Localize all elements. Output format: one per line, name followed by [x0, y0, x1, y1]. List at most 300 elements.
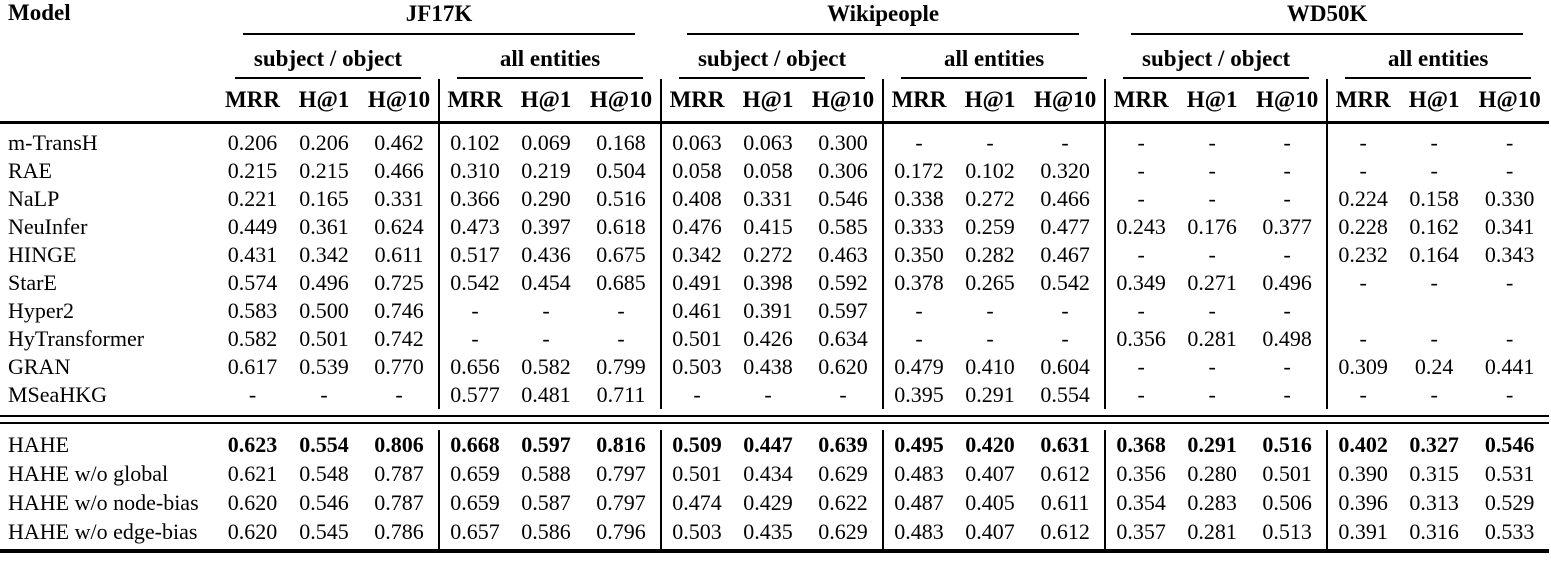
- value-cell: 0.265: [965, 270, 1015, 295]
- subgroup-header: [883, 35, 1105, 79]
- value-cell: -: [1208, 298, 1216, 323]
- dataset-header-wikipeople: [661, 0, 1105, 35]
- value-cell: 0.582: [521, 354, 571, 379]
- value-cell: 0.431: [227, 242, 278, 267]
- subgroup-header: [1105, 35, 1327, 79]
- value-cell: -: [883, 297, 954, 325]
- value-cell: 0.343: [1484, 242, 1535, 267]
- value-cell: -: [1061, 298, 1069, 323]
- table-row: [0, 488, 1549, 517]
- value-cell: 0.164: [1409, 242, 1459, 267]
- value-cell: 0.612: [1040, 461, 1090, 486]
- value-cell: 0.300: [818, 130, 868, 155]
- value-cell: 0.787: [374, 490, 424, 515]
- value-cell: 0.629: [818, 461, 868, 486]
- value-cell: 0.621: [227, 461, 278, 486]
- value-cell: -: [1430, 130, 1438, 155]
- value-cell: 0.366: [439, 185, 510, 213]
- table-row: [0, 325, 1549, 353]
- value-cell: 0.378: [883, 269, 954, 297]
- value-cell: -: [1283, 298, 1291, 323]
- value-cell: 0.449: [227, 214, 278, 239]
- model-name: Hyper2: [8, 298, 74, 323]
- subgroup-label: all entities: [457, 36, 643, 79]
- dataset-name: Wikipeople: [687, 0, 1079, 35]
- subgroup-header: [217, 35, 439, 79]
- value-cell: 0.102: [965, 158, 1015, 183]
- value-cell: 0.513: [1248, 517, 1327, 551]
- value-cell: 0.529: [1484, 490, 1535, 515]
- value-cell: 0.272: [743, 242, 793, 267]
- value-cell: 0.349: [1105, 269, 1176, 297]
- value-cell: 0.368: [1105, 430, 1176, 459]
- value-cell: 0.592: [818, 270, 868, 295]
- value-cell: -: [1105, 123, 1176, 158]
- value-cell: 0.548: [299, 461, 349, 486]
- model-name: HyTransformer: [8, 326, 145, 351]
- value-cell: 0.585: [818, 214, 868, 239]
- value-cell: 0.407: [954, 517, 1026, 551]
- value-cell: 0.462: [374, 130, 424, 155]
- value-cell: 0.496: [299, 270, 349, 295]
- model-name: HAHE w/o global: [8, 461, 169, 486]
- subgroup-label: subject / object: [235, 36, 421, 79]
- value-cell: 0.629: [804, 517, 883, 551]
- value-cell: -: [1505, 130, 1514, 155]
- value-cell: 0.331: [374, 186, 424, 211]
- value-cell: 0.597: [521, 432, 571, 457]
- value-cell: 0.796: [582, 517, 661, 551]
- divider-gap: [0, 409, 1549, 416]
- value-cell: 0.168: [596, 130, 646, 155]
- table-row: [0, 353, 1549, 381]
- value-cell: -: [1430, 326, 1438, 351]
- value-cell: 0.316: [1398, 517, 1470, 551]
- value-cell: 0.657: [439, 517, 510, 551]
- value-cell: 0.491: [661, 269, 732, 297]
- value-cell: 0.639: [818, 432, 868, 457]
- value-cell: -: [883, 123, 954, 158]
- value-cell: 0.503: [661, 517, 732, 551]
- divider-gap: [0, 423, 1549, 430]
- value-cell: -: [248, 382, 257, 407]
- value-cell: 0.659: [439, 488, 510, 517]
- value-cell: 0.391: [1327, 517, 1398, 551]
- value-cell: 0.618: [596, 214, 646, 239]
- value-cell: -: [1505, 326, 1514, 351]
- table-header: [0, 0, 1549, 123]
- subgroup-header: [661, 35, 883, 79]
- value-cell: -: [1327, 157, 1398, 185]
- value-cell: 0.172: [883, 157, 954, 185]
- value-cell: 0.342: [661, 241, 732, 269]
- value-cell: 0.434: [743, 461, 793, 486]
- dataset-header-jf17k: [217, 0, 661, 35]
- value-cell: -: [1430, 382, 1438, 407]
- value-cell: 0.597: [818, 298, 868, 323]
- value-cell: 0.408: [661, 185, 732, 213]
- value-cell: 0.500: [299, 298, 349, 323]
- metric-header: H@10: [360, 79, 439, 123]
- value-cell: 0.272: [965, 186, 1015, 211]
- metric-header: H@10: [1248, 79, 1327, 123]
- value-cell: 0.063: [661, 123, 732, 158]
- value-cell: 0.483: [883, 517, 954, 551]
- value-cell: -: [1327, 123, 1398, 158]
- value-cell: 0.215: [227, 158, 278, 183]
- value-cell: -: [1105, 185, 1176, 213]
- value-cell: -: [1283, 158, 1291, 183]
- value-cell: -: [1283, 354, 1291, 379]
- value-cell: 0.361: [299, 214, 349, 239]
- value-cell: 0.206: [299, 130, 349, 155]
- value-cell: 0.391: [743, 298, 793, 323]
- value-cell: 0.243: [1105, 213, 1176, 241]
- value-cell: -: [661, 381, 732, 409]
- value-cell: 0.058: [661, 157, 732, 185]
- value-cell: 0.586: [510, 517, 582, 551]
- value-cell: 0.309: [1327, 353, 1398, 381]
- value-cell: 0.685: [596, 270, 646, 295]
- value-cell: 0.554: [1040, 382, 1090, 407]
- value-cell: -: [1105, 157, 1176, 185]
- subgroup-label: all entities: [1345, 36, 1531, 79]
- value-cell: 0.711: [596, 382, 646, 407]
- value-cell: 0.481: [521, 382, 571, 407]
- value-cell: 0.281: [1187, 326, 1237, 351]
- value-cell: 0.283: [1187, 490, 1237, 515]
- value-cell: -: [395, 382, 403, 407]
- value-cell: -: [542, 326, 550, 351]
- metric-header-row: [0, 79, 1549, 123]
- value-cell: 0.420: [965, 432, 1015, 457]
- value-cell: 0.176: [1187, 214, 1237, 239]
- value-cell: 0.259: [965, 214, 1015, 239]
- value-cell: -: [1061, 130, 1069, 155]
- value-cell: 0.313: [1409, 490, 1459, 515]
- model-name: NaLP: [8, 186, 60, 211]
- value-cell: 0.501: [1262, 461, 1312, 486]
- value-cell: 0.554: [299, 432, 349, 457]
- value-cell: 0.622: [818, 490, 868, 515]
- value-cell: 0.410: [965, 354, 1015, 379]
- value-cell: 0.611: [374, 242, 424, 267]
- value-cell: 0.291: [965, 382, 1015, 407]
- table-row: [0, 241, 1549, 269]
- value-cell: 0.501: [661, 325, 732, 353]
- value-cell: 0.165: [299, 186, 349, 211]
- value-cell: -: [1283, 186, 1291, 211]
- value-cell: 0.574: [227, 270, 278, 295]
- value-cell: 0.206: [227, 130, 278, 155]
- value-cell: 0.617: [227, 354, 278, 379]
- dataset-name: WD50K: [1131, 0, 1523, 35]
- value-cell: 0.341: [1484, 214, 1535, 239]
- value-cell: -: [1505, 382, 1514, 407]
- value-cell: -: [986, 298, 994, 323]
- value-cell: -: [439, 325, 510, 353]
- value-cell: 0.546: [299, 490, 349, 515]
- model-name: m-TransH: [8, 130, 98, 155]
- value-cell: -: [1327, 269, 1398, 297]
- value-cell: 0.435: [732, 517, 804, 551]
- value-cell: -: [986, 326, 994, 351]
- value-cell: 0.315: [1409, 461, 1459, 486]
- value-cell: 0.477: [1040, 214, 1090, 239]
- value-cell: -: [1208, 354, 1216, 379]
- value-cell: 0.342: [299, 242, 349, 267]
- double-rule: [0, 416, 1549, 423]
- subgroup-label: subject / object: [1123, 36, 1309, 79]
- value-cell: 0.799: [596, 354, 646, 379]
- value-cell: 0.531: [1484, 461, 1535, 486]
- value-cell: 0.611: [1040, 490, 1090, 515]
- value-cell: 0.533: [1470, 517, 1549, 551]
- value-cell: 0.320: [1040, 158, 1090, 183]
- metric-header: H@1: [288, 79, 360, 123]
- value-cell: 0.402: [1327, 430, 1398, 459]
- value-cell: -: [1283, 242, 1291, 267]
- value-cell: 0.539: [299, 354, 349, 379]
- value-cell: 0.620: [227, 490, 278, 515]
- value-cell: 0.463: [818, 242, 868, 267]
- value-cell: 0.221: [227, 186, 278, 211]
- model-name: GRAN: [8, 354, 71, 379]
- value-cell: -: [1105, 297, 1176, 325]
- value-cell: -: [764, 382, 772, 407]
- value-cell: 0.338: [883, 185, 954, 213]
- value-cell: 0.271: [1187, 270, 1237, 295]
- value-cell: 0.377: [1262, 214, 1312, 239]
- metric-header: H@1: [1176, 79, 1248, 123]
- value-cell: 0.436: [521, 242, 571, 267]
- value-cell: 0.634: [818, 326, 868, 351]
- value-cell: 0.587: [521, 490, 571, 515]
- table-row: [0, 297, 1549, 325]
- value-cell: 0.330: [1484, 186, 1535, 211]
- metric-header: H@10: [1470, 79, 1549, 123]
- metric-header: H@1: [732, 79, 804, 123]
- value-cell: 0.310: [439, 157, 510, 185]
- value-cell: 0.102: [439, 123, 510, 158]
- value-cell: 0.280: [1187, 461, 1237, 486]
- value-cell: 0.495: [883, 430, 954, 459]
- subgroup-header: [1327, 35, 1549, 79]
- subgroup-label: subject / object: [679, 36, 865, 79]
- value-cell: -: [320, 382, 328, 407]
- value-cell: -: [1283, 130, 1291, 155]
- table-row: [0, 517, 1549, 551]
- value-cell: 0.588: [521, 461, 571, 486]
- value-cell: 0.390: [1327, 459, 1398, 488]
- value-cell: 0.487: [883, 488, 954, 517]
- value-cell: 0.397: [521, 214, 571, 239]
- model-name: StarE: [8, 270, 57, 295]
- value-cell: 0.219: [521, 158, 571, 183]
- value-cell: [1327, 297, 1398, 325]
- value-cell: 0.290: [521, 186, 571, 211]
- value-cell: 0.612: [1026, 517, 1105, 551]
- value-cell: 0.545: [288, 517, 360, 551]
- dataset-header-wd50k: [1105, 0, 1549, 35]
- value-cell: 0.357: [1105, 517, 1176, 551]
- value-cell: 0.546: [818, 186, 868, 211]
- model-name: MSeaHKG: [8, 382, 107, 407]
- value-cell: 0.405: [965, 490, 1015, 515]
- value-cell: 0.224: [1327, 185, 1398, 213]
- value-cell: 0.797: [596, 490, 646, 515]
- value-cell: 0.516: [596, 186, 646, 211]
- value-cell: 0.582: [227, 326, 278, 351]
- model-name: HAHE: [8, 432, 70, 457]
- value-cell: 0.331: [743, 186, 793, 211]
- value-cell: 0.474: [661, 488, 732, 517]
- value-cell: 0.656: [439, 353, 510, 381]
- value-cell: 0.806: [374, 432, 424, 457]
- value-cell: 0.786: [360, 517, 439, 551]
- metric-header: H@1: [1398, 79, 1470, 123]
- value-cell: 0.215: [299, 158, 349, 183]
- value-cell: 0.479: [883, 353, 954, 381]
- table-row: [0, 123, 1549, 158]
- value-cell: -: [617, 326, 625, 351]
- value-cell: -: [1327, 325, 1398, 353]
- value-cell: -: [1208, 382, 1216, 407]
- value-cell: 0.395: [883, 381, 954, 409]
- value-cell: 0.623: [227, 432, 278, 457]
- value-cell: 0.356: [1105, 325, 1176, 353]
- value-cell: 0.162: [1409, 214, 1459, 239]
- value-cell: 0.501: [299, 326, 349, 351]
- table-row: [0, 269, 1549, 297]
- value-cell: -: [1105, 381, 1176, 409]
- value-cell: 0.466: [1040, 186, 1090, 211]
- dataset-header-row: [0, 0, 1549, 35]
- value-cell: 0.516: [1262, 432, 1312, 457]
- value-cell: 0.291: [1187, 432, 1237, 457]
- value-cell: 0.542: [1040, 270, 1090, 295]
- value-cell: 0.069: [521, 130, 571, 155]
- metric-header: H@10: [1026, 79, 1105, 123]
- value-cell: 0.454: [521, 270, 571, 295]
- table-row: [0, 381, 1549, 409]
- value-cell: -: [1061, 326, 1069, 351]
- value-cell: -: [542, 298, 550, 323]
- value-cell: -: [986, 130, 994, 155]
- value-cell: -: [1208, 186, 1216, 211]
- value-cell: 0.620: [217, 517, 288, 551]
- value-cell: 0.467: [1040, 242, 1090, 267]
- value-cell: 0.504: [596, 158, 646, 183]
- value-cell: -: [1208, 158, 1216, 183]
- value-cell: 0.350: [883, 241, 954, 269]
- value-cell: -: [883, 325, 954, 353]
- value-cell: 0.327: [1409, 432, 1459, 457]
- value-cell: -: [1505, 270, 1514, 295]
- value-cell: 0.668: [439, 430, 510, 459]
- value-cell: 0.24: [1414, 354, 1454, 379]
- value-cell: 0.503: [661, 353, 732, 381]
- value-cell: -: [1327, 381, 1398, 409]
- value-cell: -: [1430, 270, 1438, 295]
- model-name: HAHE w/o node-bias: [8, 490, 199, 515]
- value-cell: 0.631: [1040, 432, 1090, 457]
- value-cell: 0.624: [374, 214, 424, 239]
- value-cell: 0.517: [439, 241, 510, 269]
- dataset-name: JF17K: [243, 0, 635, 35]
- model-name: HINGE: [8, 242, 77, 267]
- value-cell: -: [1505, 158, 1514, 183]
- value-cell: 0.546: [1484, 432, 1535, 457]
- value-cell: 0.496: [1262, 270, 1312, 295]
- metric-header: MRR: [883, 79, 954, 123]
- table-row: [0, 459, 1549, 488]
- metric-header: MRR: [217, 79, 288, 123]
- value-cell: 0.498: [1262, 326, 1312, 351]
- value-cell: 0.158: [1409, 186, 1459, 211]
- metric-header: H@10: [582, 79, 661, 123]
- metric-header: H@1: [954, 79, 1026, 123]
- value-cell: -: [617, 298, 625, 323]
- value-cell: -: [1105, 241, 1176, 269]
- table-row: [0, 157, 1549, 185]
- value-cell: 0.620: [818, 354, 868, 379]
- model-column-header: Model: [0, 0, 217, 123]
- value-cell: -: [839, 382, 847, 407]
- model-name: HAHE w/o edge-bias: [0, 517, 217, 551]
- value-cell: 0.356: [1105, 459, 1176, 488]
- value-cell: 0.354: [1105, 488, 1176, 517]
- value-cell: 0.604: [1040, 354, 1090, 379]
- value-cell: 0.063: [743, 130, 793, 155]
- subgroup-header: [439, 35, 661, 79]
- value-cell: 0.797: [596, 461, 646, 486]
- value-cell: -: [439, 297, 510, 325]
- baseline-rows: [0, 123, 1549, 410]
- metric-header: H@10: [804, 79, 883, 123]
- metric-header: MRR: [1327, 79, 1398, 123]
- value-cell: 0.232: [1327, 241, 1398, 269]
- value-cell: 0.675: [596, 242, 646, 267]
- value-cell: [1470, 297, 1549, 325]
- value-cell: 0.058: [743, 158, 793, 183]
- section-divider: [0, 409, 1549, 430]
- value-cell: 0.282: [965, 242, 1015, 267]
- value-cell: 0.398: [743, 270, 793, 295]
- value-cell: 0.542: [439, 269, 510, 297]
- metric-header: MRR: [439, 79, 510, 123]
- value-cell: 0.228: [1327, 213, 1398, 241]
- value-cell: -: [1283, 382, 1291, 407]
- value-cell: 0.483: [883, 459, 954, 488]
- metric-header: H@1: [510, 79, 582, 123]
- ablation-rows: [0, 430, 1549, 551]
- value-cell: -: [1105, 353, 1176, 381]
- value-cell: 0.396: [1327, 488, 1398, 517]
- value-cell: 0.659: [439, 459, 510, 488]
- value-cell: -: [1208, 242, 1216, 267]
- table-row: [0, 185, 1549, 213]
- value-cell: 0.281: [1176, 517, 1248, 551]
- value-cell: 0.816: [596, 432, 646, 457]
- value-cell: 0.742: [374, 326, 424, 351]
- value-cell: 0.461: [661, 297, 732, 325]
- value-cell: 0.438: [743, 354, 793, 379]
- value-cell: 0.473: [439, 213, 510, 241]
- value-cell: -: [1208, 130, 1216, 155]
- value-cell: 0.746: [374, 298, 424, 323]
- value-cell: 0.583: [227, 298, 278, 323]
